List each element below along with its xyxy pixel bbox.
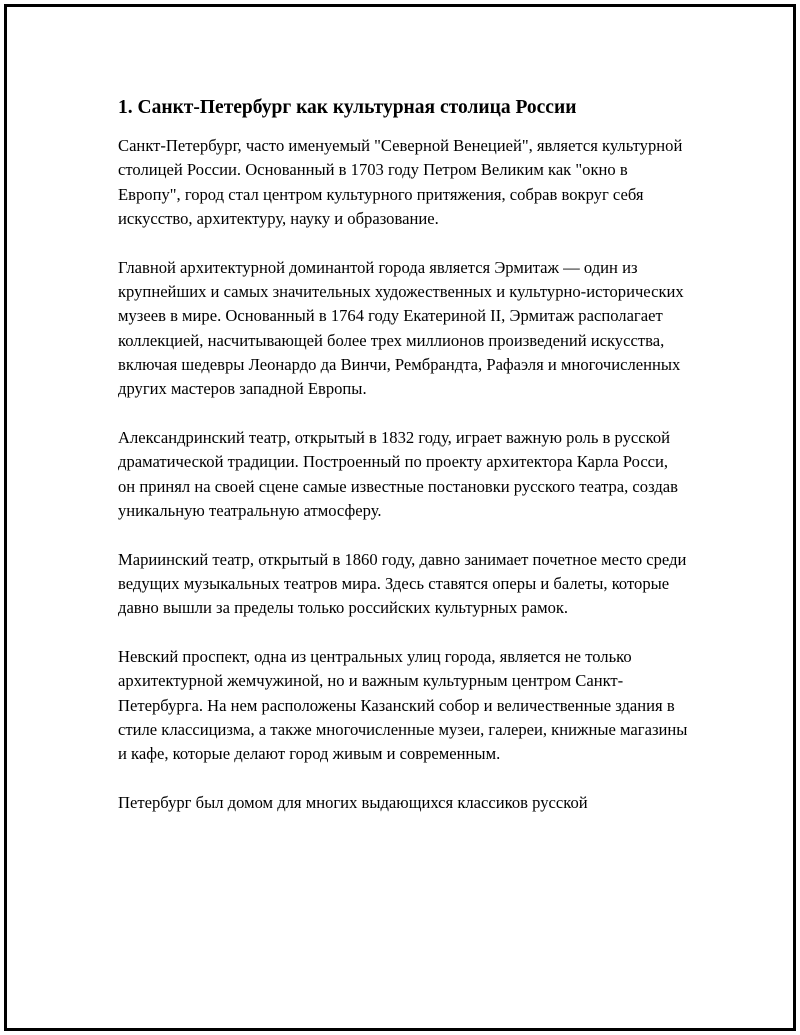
document-body [118, 96, 688, 840]
paragraph-classics: Петербург был домом для многих выдающихся классиков русской [118, 793, 588, 813]
paragraph-mariinsky-theatre: Мариинский театр, открытый в 1860 году, давно занимает почетное место среди ведущих музыкальных театров мира. Здесь ставятся оперы и балеты, которые давно вышли за пределы только российских культурных рамок. [118, 549, 687, 618]
paragraph-intro: Санкт-Петербург, часто именуемый "Северной Венецией", является культурной столицей России. Основанный в 1703 году Петром Великим как "окно в Европу", город стал центром культурного притяжения, собрав вокруг себя искусство, архитектуру, науку и образование. [118, 136, 683, 228]
section-heading: 1. Санкт-Петербург как культурная столица России [118, 97, 577, 118]
paragraph-hermitage: Главной архитектурной доминантой города является Эрмитаж — один из крупнейших и самых значительных художественных и культурно-исторических музеев в мире. Основанный в 1764 году Екатериной II, Эрмитаж располагает коллекцией, насчитывающей более трех миллионов произведений искусства, включая шедевры Леонардо да Винчи, Рембрандта, Рафаэля и многочисленных других мастеров западной Европы. [118, 257, 684, 399]
paragraph-nevsky-prospect: Невский проспект, одна из центральных улиц города, является не только архитектурной жемчужиной, но и важным культурным центром Санкт-Петербурга. На нем расположены Казанский собор и величественные здания в стиле классицизма, а также многочисленные музеи, галереи, книжные магазины и кафе, которые делают город живым и современным. [118, 647, 688, 764]
paragraph-alexandrinsky-theatre: Александринский театр, открытый в 1832 году, играет важную роль в русской драматической традиции. Построенный по проекту архитектора Карла Росси, он принял на своей сцене самые известные постановки русского театра, создав уникальную театральную атмосферу. [118, 427, 678, 520]
